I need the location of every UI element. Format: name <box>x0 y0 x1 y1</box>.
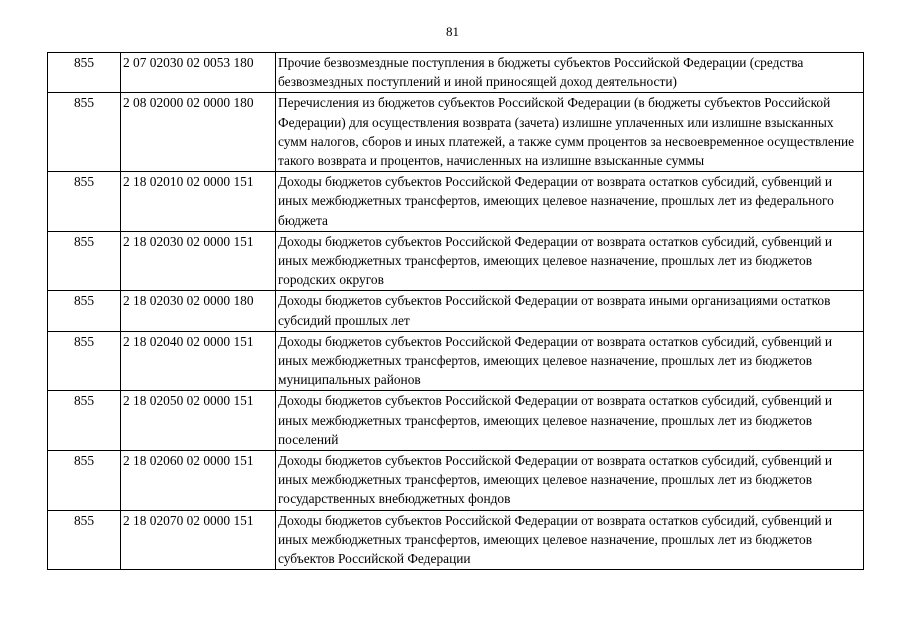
admin-code-cell: 855 <box>48 172 121 232</box>
budget-code-cell: 2 08 02000 02 0000 180 <box>121 93 276 172</box>
income-name-cell: Доходы бюджетов субъектов Российской Федерации от возврата остатков субсидий, субвенций и иных межбюджетных трансфертов, имеющих целевое назначение, прошлых лет из федерального бюджета <box>276 172 864 232</box>
table-row <box>48 510 864 570</box>
admin-code-cell: 855 <box>48 391 121 451</box>
budget-code-cell: 2 18 02040 02 0000 151 <box>121 331 276 391</box>
admin-code-cell: 855 <box>48 291 121 331</box>
admin-code-cell: 855 <box>48 53 121 93</box>
income-name-cell: Прочие безвозмездные поступления в бюджеты субъектов Российской Федерации (средства безвозмездных поступлений и иной приносящей доход деятельности) <box>276 53 864 93</box>
table-row <box>48 391 864 451</box>
admin-code-cell: 855 <box>48 231 121 291</box>
table-row <box>48 172 864 232</box>
income-name-cell: Доходы бюджетов субъектов Российской Федерации от возврата остатков субсидий, субвенций и иных межбюджетных трансфертов, имеющих целевое назначение, прошлых лет из бюджетов городских округов <box>276 231 864 291</box>
income-name-cell: Перечисления из бюджетов субъектов Российской Федерации (в бюджеты субъектов Российской Федерации) для осуществления возврата (зачета) излишне уплаченных или излишне взысканных сумм налогов, сборов и иных платежей, а также сумм процентов за несвоевременное осуществление такого возврата и процентов, начисленных на излишне взысканные суммы <box>276 93 864 172</box>
income-name-cell: Доходы бюджетов субъектов Российской Федерации от возврата остатков субсидий, субвенций и иных межбюджетных трансфертов, имеющих целевое назначение, прошлых лет из бюджетов государственных внебюджетных фондов <box>276 451 864 511</box>
income-name-cell: Доходы бюджетов субъектов Российской Федерации от возврата остатков субсидий, субвенций и иных межбюджетных трансфертов, имеющих целевое назначение, прошлых лет из бюджетов поселений <box>276 391 864 451</box>
revenue-codes-table <box>47 52 864 570</box>
table-row <box>48 291 864 331</box>
budget-code-cell: 2 18 02030 02 0000 151 <box>121 231 276 291</box>
admin-code-cell: 855 <box>48 451 121 511</box>
income-name-cell: Доходы бюджетов субъектов Российской Федерации от возврата иными организациями остатков субсидий прошлых лет <box>276 291 864 331</box>
budget-code-cell: 2 07 02030 02 0053 180 <box>121 53 276 93</box>
page-number: 81 <box>446 24 459 39</box>
income-name-cell: Доходы бюджетов субъектов Российской Федерации от возврата остатков субсидий, субвенций и иных межбюджетных трансфертов, имеющих целевое назначение, прошлых лет из бюджетов субъектов Российской Федерации <box>276 510 864 570</box>
budget-code-cell: 2 18 02060 02 0000 151 <box>121 451 276 511</box>
admin-code-cell: 855 <box>48 331 121 391</box>
income-name-cell: Доходы бюджетов субъектов Российской Федерации от возврата остатков субсидий, субвенций и иных межбюджетных трансфертов, имеющих целевое назначение, прошлых лет из бюджетов муниципальных районов <box>276 331 864 391</box>
budget-code-cell: 2 18 02050 02 0000 151 <box>121 391 276 451</box>
table-row <box>48 231 864 291</box>
table-row <box>48 331 864 391</box>
table-row <box>48 93 864 172</box>
table-row <box>48 451 864 511</box>
budget-code-cell: 2 18 02030 02 0000 180 <box>121 291 276 331</box>
admin-code-cell: 855 <box>48 510 121 570</box>
admin-code-cell: 855 <box>48 93 121 172</box>
table-row <box>48 53 864 93</box>
budget-code-cell: 2 18 02070 02 0000 151 <box>121 510 276 570</box>
budget-code-cell: 2 18 02010 02 0000 151 <box>121 172 276 232</box>
